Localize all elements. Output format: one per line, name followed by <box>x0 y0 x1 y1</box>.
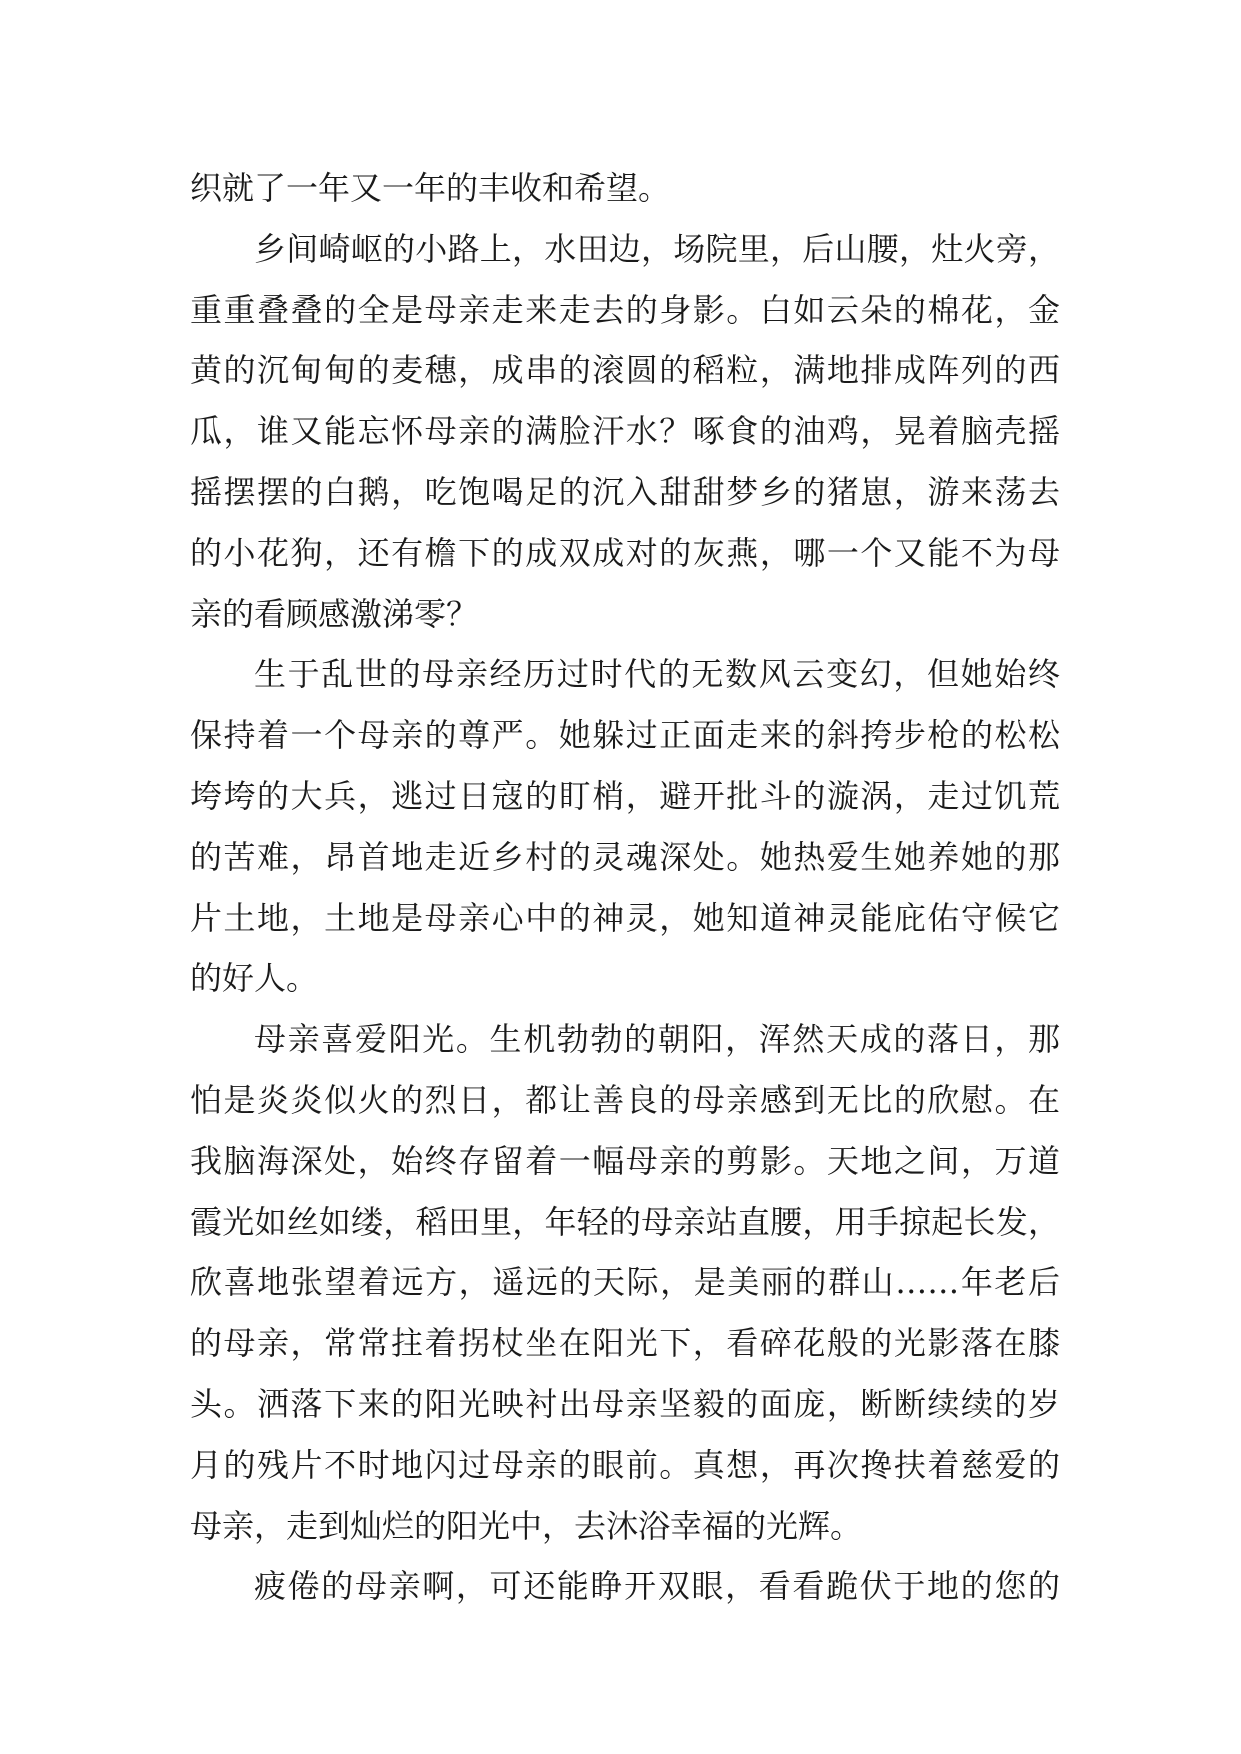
text-line: 的好人。 <box>190 959 319 998</box>
text-line: 保持着一个母亲的尊严。她躲过正面走来的斜挎步枪的松松 <box>190 716 1060 755</box>
text-line: 黄的沉甸甸的麦穗，成串的滚圆的稻粒，满地排成阵列的西 <box>190 351 1060 390</box>
text-line: 母亲喜爱阳光。生机勃勃的朝阳，浑然天成的落日，那 <box>254 1020 1060 1059</box>
text-line: 的苦难，昂首地走近乡村的灵魂深处。她热爱生她养她的那 <box>190 837 1060 876</box>
text-line: 瓜，谁又能忘怀母亲的满脸汗水？啄食的油鸡，晃着脑壳摇 <box>190 412 1060 451</box>
text-line: 母亲，走到灿烂的阳光中，去沐浴幸福的光辉。 <box>190 1506 863 1545</box>
text-line: 怕是炎炎似火的烈日，都让善良的母亲感到无比的欣慰。在 <box>190 1080 1060 1119</box>
text-line: 头。洒落下来的阳光映衬出母亲坚毅的面庞，断断续续的岁 <box>190 1384 1060 1423</box>
text-line: 的母亲，常常拄着拐杖坐在阳光下，看碎花般的光影落在膝 <box>190 1324 1060 1363</box>
text-line: 重重叠叠的全是母亲走来走去的身影。白如云朵的棉花，金 <box>190 290 1060 329</box>
essay-text-body <box>190 158 1060 1617</box>
text-line: 霞光如丝如缕，稻田里，年轻的母亲站直腰，用手掠起长发， <box>190 1202 1060 1241</box>
text-line: 摇摆摆的白鹅，吃饱喝足的沉入甜甜梦乡的猪崽，游来荡去 <box>190 472 1060 511</box>
text-line: 生于乱世的母亲经历过时代的无数风云变幻，但她始终 <box>254 655 1060 694</box>
text-line: 垮垮的大兵，逃过日寇的盯梢，避开批斗的漩涡，走过饥荒 <box>190 776 1060 815</box>
text-line: 欣喜地张望着远方，遥远的天际，是美丽的群山……年老后 <box>190 1263 1060 1302</box>
text-line: 乡间崎岖的小路上，水田边，场院里，后山腰，灶火旁， <box>254 229 1060 268</box>
text-line: 亲的看顾感激涕零？ <box>190 594 479 633</box>
text-line: 织就了一年又一年的丰收和希望。 <box>190 169 671 207</box>
text-line: 月的残片不时地闪过母亲的眼前。真想，再次搀扶着慈爱的 <box>190 1445 1060 1484</box>
text-line: 我脑海深处，始终存留着一幅母亲的剪影。天地之间，万道 <box>190 1141 1060 1180</box>
text-line: 疲倦的母亲啊，可还能睁开双眼，看看跪伏于地的您的 <box>254 1567 1060 1606</box>
text-line: 的小花狗，还有檐下的成双成对的灰燕，哪一个又能不为母 <box>190 533 1060 572</box>
text-line: 片土地，土地是母亲心中的神灵，她知道神灵能庇佑守候它 <box>190 898 1060 937</box>
